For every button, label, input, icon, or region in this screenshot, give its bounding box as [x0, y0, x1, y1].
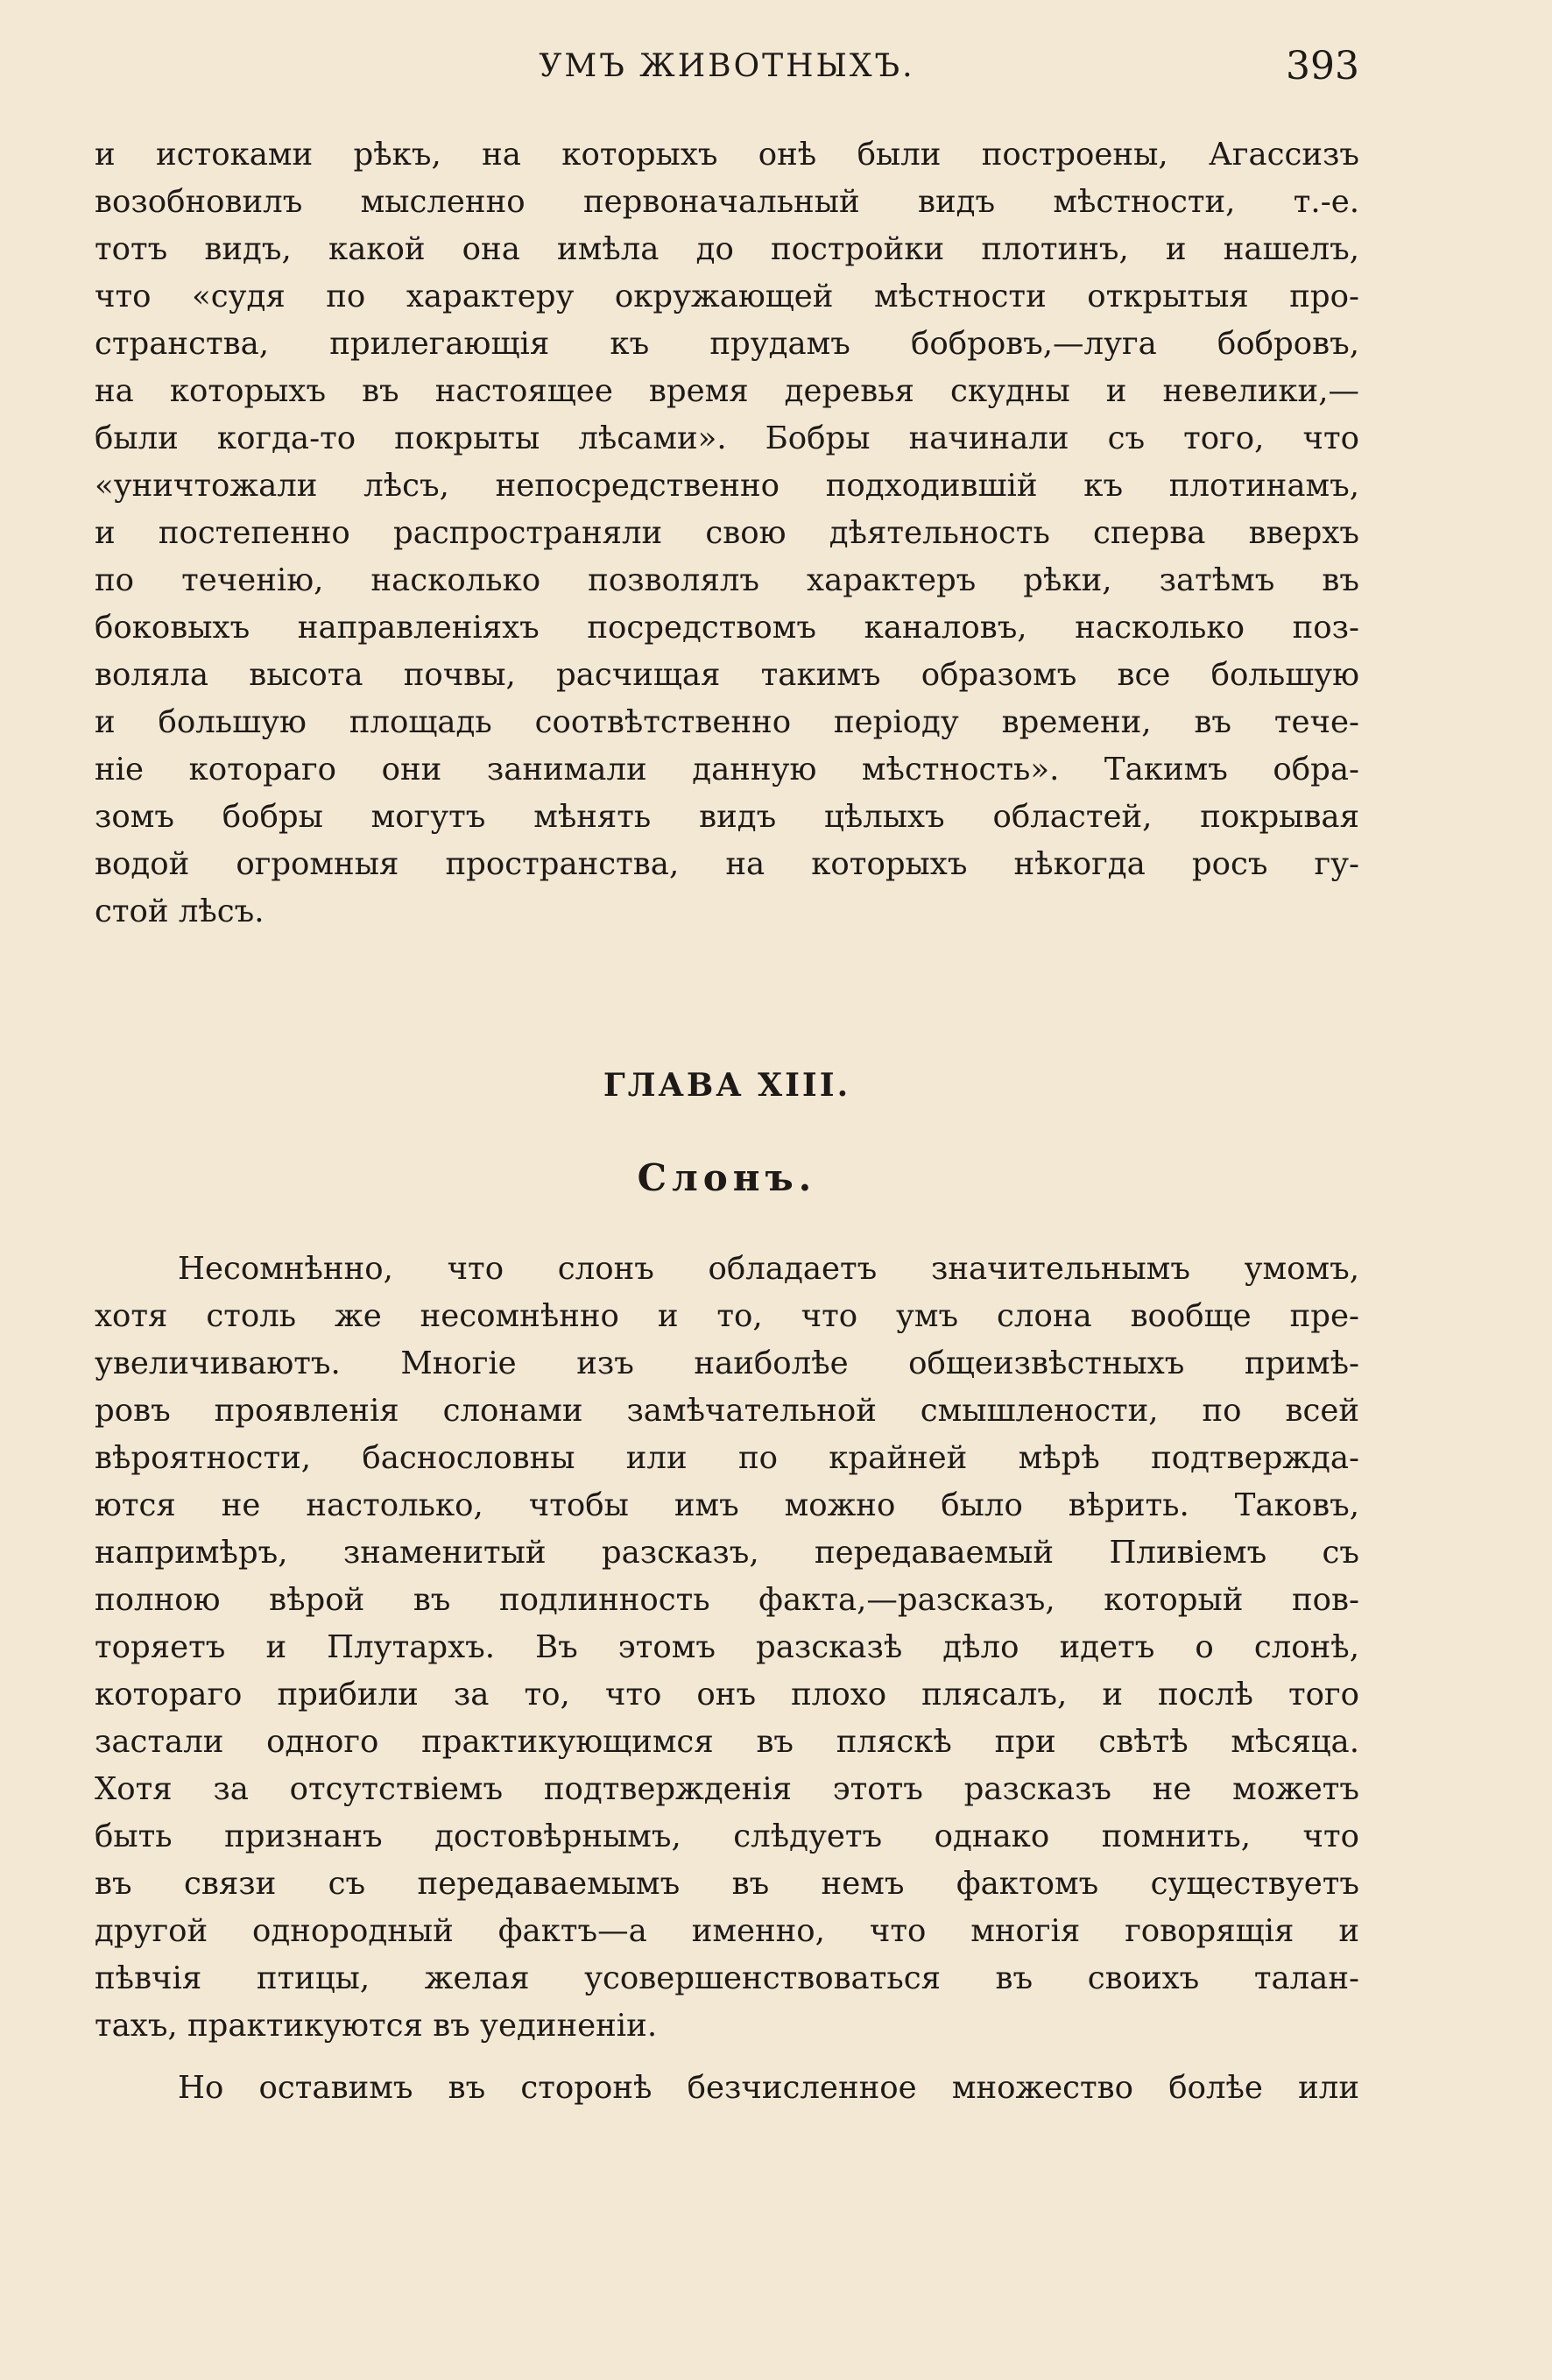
- text-line: на которыхъ въ настоящее время деревья скудны и невелики,—: [95, 373, 1359, 409]
- text-line: ются не настолько, чтобы имъ можно было вѣрить. Таковъ,: [95, 1487, 1359, 1523]
- text-line: Несомнѣнно, что слонъ обладаетъ значительнымъ умомъ,: [178, 1251, 1359, 1287]
- text-line: торяетъ и Плутархъ. Въ этомъ разсказѣ дѣло идетъ о слонѣ,: [95, 1629, 1359, 1665]
- text-line: возобновилъ мысленно первоначальный видъ мѣстности, т.-е.: [95, 184, 1359, 220]
- text-line: вѣроятности, баснословны или по крайней мѣрѣ подтвержда-: [95, 1440, 1359, 1476]
- text-line: Но оставимъ въ сторонѣ безчисленное множество болѣе или: [178, 2070, 1359, 2106]
- text-line: полною вѣрой въ подлинность факта,—разсказъ, который пов-: [95, 1582, 1359, 1618]
- text-line: тотъ видъ, какой она имѣла до постройки плотинъ, и нашелъ,: [95, 231, 1359, 267]
- text-line: были когда-то покрыты лѣсами». Бобры начинали съ того, что: [95, 420, 1359, 456]
- text-line: хотя столь же несомнѣнно и то, что умъ слона вообще пре-: [95, 1298, 1359, 1334]
- text-line: водой огромныя пространства, на которыхъ нѣкогда росъ гу-: [95, 846, 1359, 882]
- text-line: и большую площадь соотвѣтственно періоду времени, въ тече-: [95, 704, 1359, 740]
- text-line: и постепенно распространяли свою дѣятельность сперва вверхъ: [95, 515, 1359, 551]
- text-line: тахъ, практикуются въ уединеніи.: [95, 2008, 658, 2044]
- text-line: странства, прилегающія къ прудамъ бобровъ,—луга бобровъ,: [95, 326, 1359, 362]
- text-line: пѣвчія птицы, желая усовершенствоваться въ своихъ талан-: [95, 1960, 1359, 1996]
- text-line: ніе котораго они занимали данную мѣстность». Такимъ обра-: [95, 752, 1359, 787]
- text-line: что «судя по характеру окружающей мѣстности открытыя про-: [95, 279, 1359, 314]
- text-line: Хотя за отсутствіемъ подтвержденія этотъ разсказъ не можетъ: [95, 1771, 1359, 1807]
- running-head: [95, 40, 1359, 93]
- text-line: стой лѣсъ.: [95, 893, 265, 929]
- chapter-title: Слонъ.: [637, 1156, 817, 1199]
- text-line: быть признанъ достовѣрнымъ, слѣдуетъ однако помнить, что: [95, 1819, 1359, 1854]
- text-line: воляла высота почвы, расчищая такимъ образомъ все большую: [95, 657, 1359, 693]
- page-number: 393: [1286, 44, 1359, 88]
- text-line: застали одного практикующимся въ пляскѣ при свѣтѣ мѣсяца.: [95, 1724, 1359, 1760]
- chapter-heading: ГЛАВА XIII.: [603, 1067, 851, 1104]
- text-line: увеличиваютъ. Многіе изъ наиболѣе общеизвѣстныхъ примѣ-: [95, 1345, 1359, 1381]
- text-line: напримѣръ, знаменитый разсказъ, передаваемый Пливіемъ съ: [95, 1535, 1359, 1571]
- text-line: котораго прибили за то, что онъ плохо плясалъ, и послѣ того: [95, 1677, 1359, 1713]
- text-line: «уничтожали лѣсъ, непосредственно подходившій къ плотинамъ,: [95, 468, 1359, 504]
- text-line: боковыхъ направленіяхъ посредствомъ каналовъ, насколько поз-: [95, 610, 1359, 646]
- text-line: зомъ бобры могутъ мѣнять видъ цѣлыхъ областей, покрывая: [95, 799, 1359, 835]
- text-line: въ связи съ передаваемымъ въ немъ фактомъ существуетъ: [95, 1866, 1359, 1902]
- running-title: УМЪ ЖИВОТНЫХЪ.: [539, 48, 915, 84]
- text-line: и истоками рѣкъ, на которыхъ онѣ были построены, Агассизъ: [95, 137, 1359, 173]
- text-line: ровъ проявленія слонами замѣчательной смышлености, по всей: [95, 1393, 1359, 1429]
- text-line: по теченію, насколько позволялъ характеръ рѣки, затѣмъ въ: [95, 562, 1359, 598]
- text-line: другой однородный фактъ—а именно, что многія говорящія и: [95, 1913, 1359, 1949]
